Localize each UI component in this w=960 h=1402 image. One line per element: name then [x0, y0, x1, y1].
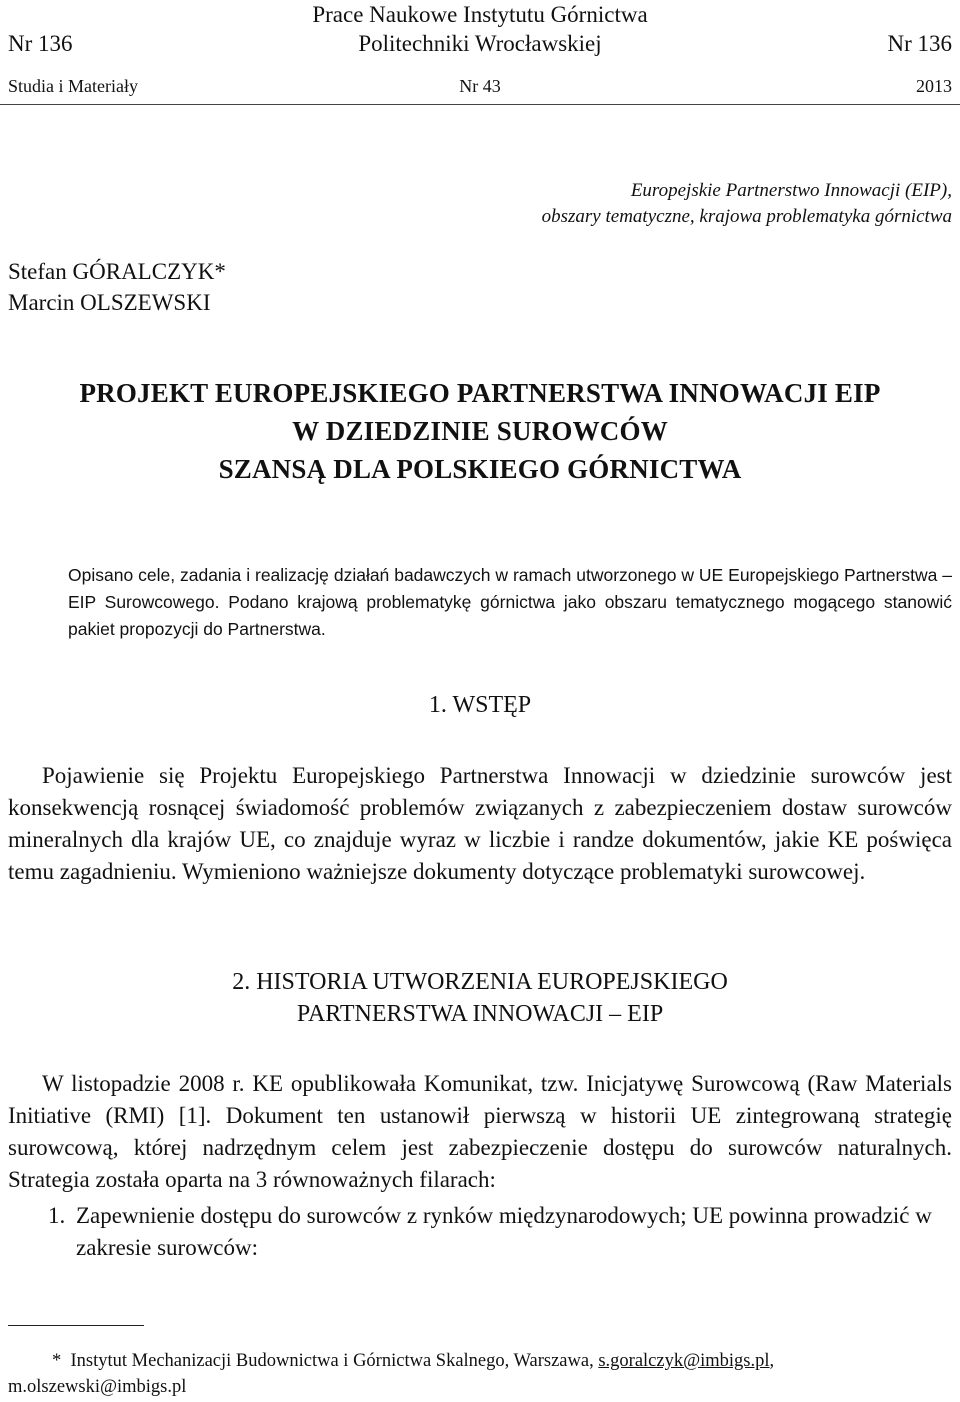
author-1: Stefan GÓRALCZYK* [8, 259, 226, 284]
abstract [68, 562, 952, 643]
keywords [542, 178, 952, 230]
title-line2: W DZIEDZINIE SUROWCÓW [292, 416, 668, 446]
list-item [8, 1200, 952, 1264]
footnote-email-1[interactable]: s.goralczyk@imbigs.pl [598, 1351, 770, 1371]
section-2-heading-line2: PARTNERSTWA INNOWACJI – EIP [296, 1001, 664, 1027]
footnote-line1 [8, 1348, 952, 1374]
footnote-marker: * [52, 1351, 62, 1371]
section-2-heading [0, 966, 960, 1030]
section-1-paragraph: Pojawienie się Projektu Europejskiego Partnerstwa Innowacji w dziedzinie surowców jest konsekwencją rosnącej świadomość problemów związanych z zabezpieczeniem dostaw surowców mineralnych dla krajów UE, co znajduje wyraz w liczbie i randze dokumentów, jakie KE poświęca temu zagadnieniu. Wymieniono ważniejsze dokumenty dotyczące problematyki surowcowej. [8, 763, 952, 884]
publication-year: 2013 [916, 76, 952, 96]
section-1-body [8, 760, 952, 888]
section-2-body [8, 1068, 952, 1196]
footnote-affiliation: Instytut Mechanizacji Budownictwa i Górnictwa Skalnego, Warszawa, [70, 1351, 594, 1371]
paper-title [0, 374, 960, 488]
abstract-text: Opisano cele, zadania i realizację działań badawczych w ramach utworzonego w UE Europejskiego Partnerstwa – EIP Surowcowego. Podano krajową problematykę górnictwa jako obszaru tematycznego mogącego stanowić pakiet propozycji do Partnerstwa. [68, 565, 952, 639]
series-number: Nr 43 [459, 76, 501, 96]
journal-name-line2: Politechniki Wrocławskiej [358, 31, 602, 56]
title-line1: PROJEKT EUROPEJSKIEGO PARTNERSTWA INNOWACJI EIP [79, 378, 881, 408]
section-2-paragraph: W listopadzie 2008 r. KE opublikowała Komunikat, tzw. Inicjatywę Surowcową (Raw Materials Initiative (RMI) [1]. Dokument ten ustanowił pierwszą w historii UE zintegrowaną strategię surowcową, której nadrzędnym celem jest zabezpieczenie dostępu do surowców naturalnych. Strategia została oparta na 3 równoważnych filarach: [8, 1071, 952, 1192]
keywords-line1: Europejskie Partnerstwo Innowacji (EIP), [630, 180, 952, 201]
volume-number-right: Nr 136 [887, 31, 952, 56]
header-rule [0, 104, 960, 105]
section-1-heading: 1. WSTĘP [428, 692, 532, 718]
footnote-email-2[interactable]: m.olszewski@imbigs.pl [8, 1377, 187, 1397]
footnote-separator: , [769, 1351, 775, 1371]
volume-number-left: Nr 136 [8, 31, 73, 56]
pillars-list [8, 1200, 952, 1264]
section-2-heading-line1: 2. HISTORIA UTWORZENIA EUROPEJSKIEGO [232, 969, 728, 995]
keywords-line2: obszary tematyczne, krajowa problematyka górnictwa [541, 206, 952, 227]
list-item-number: 1. [48, 1203, 66, 1228]
series-name: Studia i Materiały [8, 76, 138, 96]
title-line3: SZANSĄ DLA POLSKIEGO GÓRNICTWA [218, 454, 742, 484]
authors [8, 256, 226, 318]
list-item-text: Zapewnienie dostępu do surowców z rynków międzynarodowych; UE powinna prowadzić w zakresie surowców: [76, 1203, 932, 1260]
footnote [8, 1348, 952, 1400]
author-2: Marcin OLSZEWSKI [8, 290, 211, 315]
footnote-rule [8, 1325, 144, 1326]
footnote-line2 [8, 1374, 952, 1400]
journal-name-line1: Prace Naukowe Instytutu Górnictwa [312, 2, 648, 27]
